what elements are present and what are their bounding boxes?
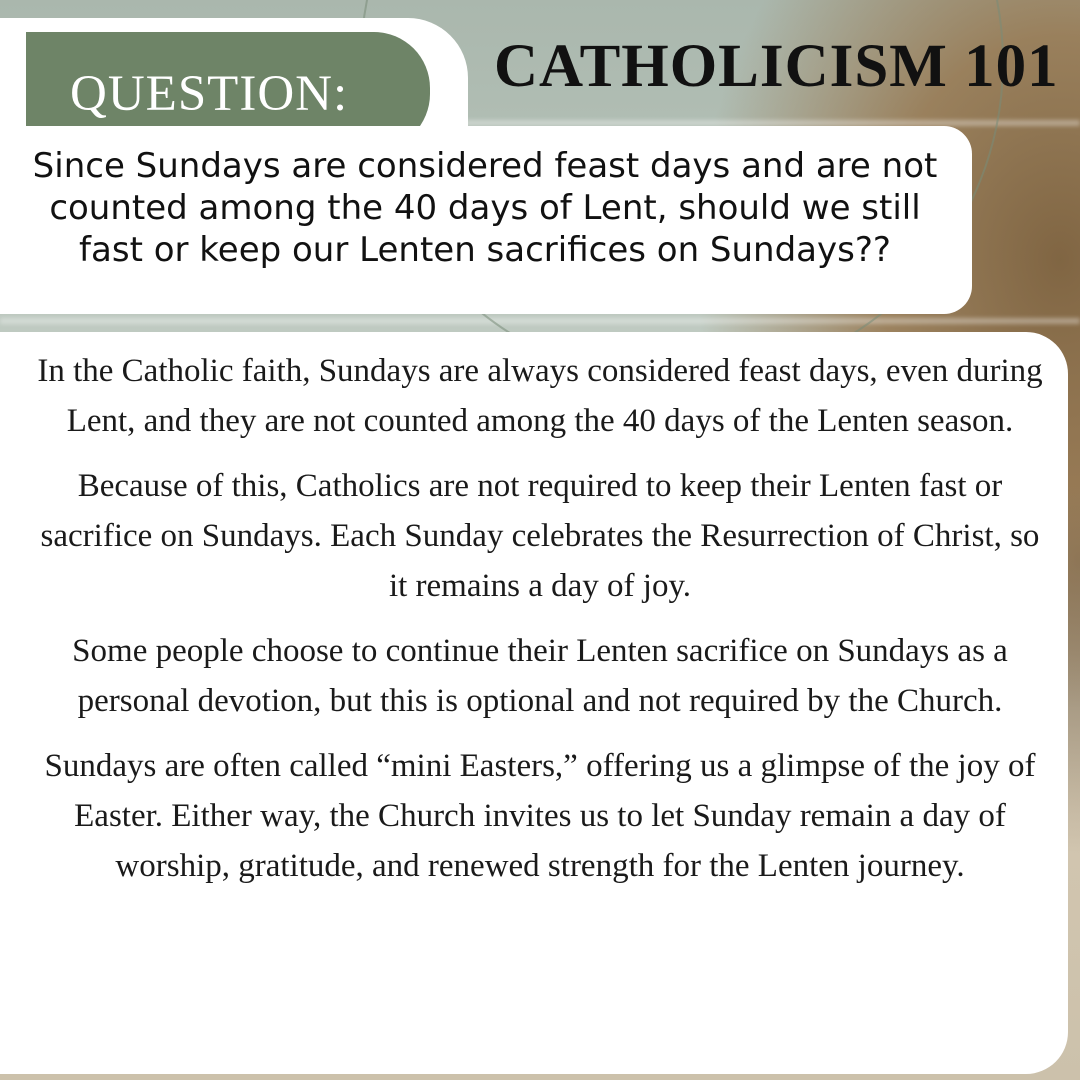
- answer-paragraph: Sundays are often called “mini Easters,” offering us a glimpse of the joy of Easter. Either way, the Church invites us to let Sunday remain a day of worship, gratitude, and renewed strength for the Lenten journey.: [44, 748, 1036, 884]
- answer-paragraph: Some people choose to continue their Lenten sacrifice on Sundays as a personal devotion, but this is optional and not required by the Church.: [72, 633, 1008, 719]
- answer-paragraph: In the Catholic faith, Sundays are always considered feast days, even during Lent, and they are not counted among the 40 days of the Lenten season.: [37, 353, 1043, 439]
- answer-paragraph: Because of this, Catholics are not required to keep their Lenten fast or sacrifice on Sundays. Each Sunday celebrates the Resurrection of Christ, so it remains a day of joy.: [40, 468, 1040, 604]
- question-text: Since Sundays are considered feast days and are not counted among the 40 days of Lent, should we still fast or keep our Lenten sacrifices on Sundays??: [32, 146, 938, 270]
- brand-title: CATHOLICISM 101: [494, 33, 1059, 100]
- answer-body: [28, 346, 1052, 906]
- question-label: QUESTION:: [70, 66, 349, 122]
